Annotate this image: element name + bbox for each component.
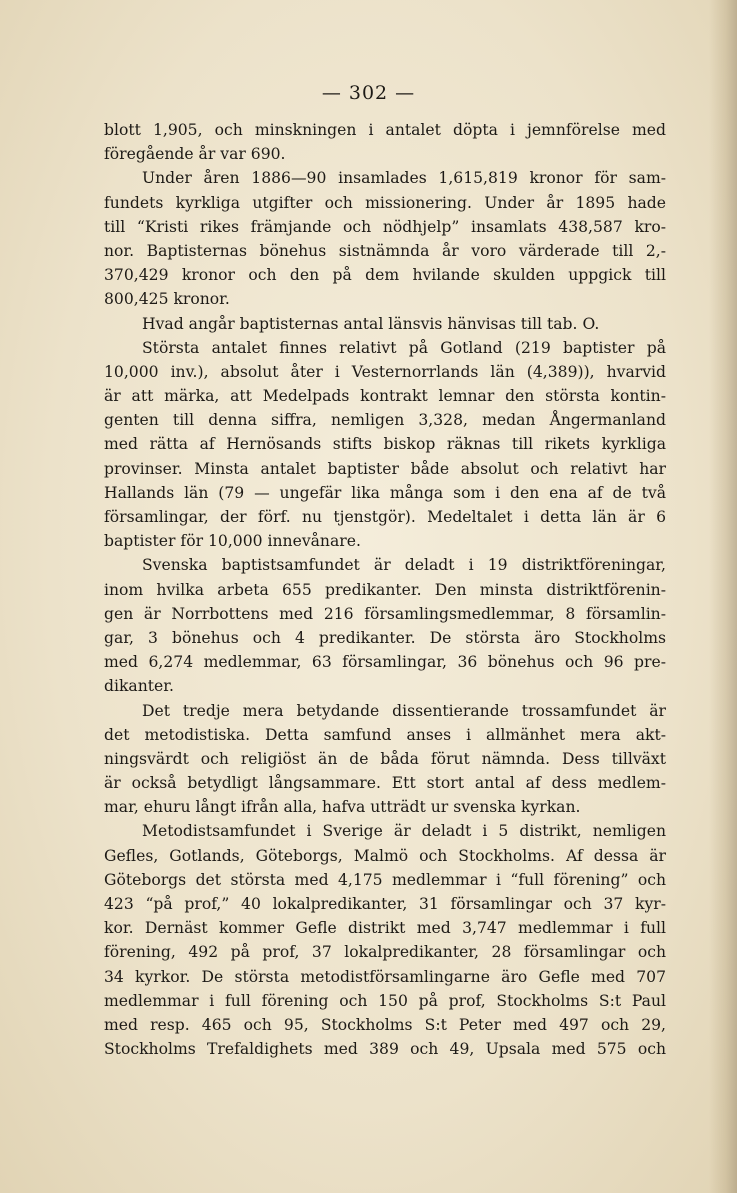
- body-text: [104, 118, 666, 1061]
- text-line: 370,429 kronor och den på dem hvilande skulden uppgick till: [104, 266, 666, 285]
- text-line: inom hvilka arbeta 655 predikanter. Den minsta distriktförenin-: [104, 580, 666, 599]
- text-line: Gefles, Gotlands, Göteborgs, Malmö och Stockholms. Af dessa är: [104, 846, 666, 865]
- text-line: förening, 492 på prof, 37 lokalpredikanter, 28 församlingar och: [104, 943, 666, 962]
- text-line: kor. Dernäst kommer Gefle distrikt med 3,747 medlemmar i full: [104, 919, 666, 938]
- text-line: mar, ehuru långt ifrån alla, hafva utträdt ur svenska kyrkan.: [104, 798, 581, 817]
- text-line: det metodistiska. Detta samfund anses i allmänhet mera akt-: [104, 725, 666, 744]
- text-line: 423 “på prof,” 40 lokalpredikanter, 31 församlingar och 37 kyr-: [104, 895, 666, 913]
- text-line: 10,000 inv.), absolut åter i Vesternorrlands län (4,389)), hvarvid: [104, 362, 666, 381]
- text-line: gen är Norrbottens med 216 församlingsmedlemmar, 8 församlin-: [104, 604, 666, 623]
- text-line: 34 kyrkor. De största metodistförsamlingarne äro Gefle med 707: [104, 967, 666, 986]
- text-line: föregående år var 690.: [104, 145, 286, 164]
- text-line: Det tredje mera betydande dissentierande trossamfundet är: [142, 701, 666, 720]
- text-line: fundets kyrkliga utgifter och missionering. Under år 1895 hade: [104, 193, 666, 212]
- text-line: Svenska baptistsamfundet är deladt i 19 distriktföreningar,: [142, 556, 666, 575]
- text-line: dikanter.: [104, 677, 174, 696]
- page-number: — 302 —: [321, 82, 416, 104]
- text-line: gar, 3 bönehus och 4 predikanter. De största äro Stockholms: [104, 628, 666, 647]
- text-line: till “Kristi rikes främjande och nödhjelp” insamlats 438,587 kro-: [104, 217, 666, 236]
- text-line: med rätta af Hernösands stifts biskop räknas till rikets kyrkliga: [104, 435, 666, 454]
- text-line: Under åren 1886—90 insamlades 1,615,819 kronor för sam-: [142, 169, 666, 188]
- page-edge-shadow: [709, 0, 737, 1193]
- text-line: Hallands län (79 — ungefär lika många som i den ena af de två: [104, 483, 666, 502]
- text-line: medlemmar i full förening och 150 på prof, Stockholms S:t Paul: [104, 991, 666, 1010]
- text-line: med 6,274 medlemmar, 63 församlingar, 36 bönehus och 96 pre-: [104, 653, 666, 672]
- text-line: Stockholms Trefaldighets med 389 och 49, Upsala med 575 och: [104, 1040, 666, 1059]
- text-line: 800,425 kronor.: [104, 290, 230, 309]
- text-line: genten till denna siffra, nemligen 3,328, medan Ångermanland: [104, 411, 666, 430]
- text-line: baptister för 10,000 innevånare.: [104, 532, 361, 551]
- text-line: blott 1,905, och minskningen i antalet döpta i jemnförelse med: [104, 121, 666, 139]
- text-line: Hvad angår baptisternas antal länsvis hänvisas till tab. O.: [142, 314, 600, 333]
- text-line: är också betydligt långsammare. Ett stort antal af dess medlem-: [104, 774, 666, 793]
- text-line: med resp. 465 och 95, Stockholms S:t Peter med 497 och 29,: [104, 1015, 666, 1034]
- text-line: nor. Baptisternas bönehus sistnämnda år voro värderade till 2,-: [104, 241, 666, 260]
- text-line: Göteborgs det största med 4,175 medlemmar i “full förening” och: [104, 870, 666, 889]
- text-line: är att märka, att Medelpads kontrakt lemnar den största kontin-: [104, 387, 666, 406]
- text-line: Metodistsamfundet i Sverige är deladt i 5 distrikt, nemligen: [142, 822, 666, 841]
- text-line: provinser. Minsta antalet baptister både absolut och relativt har: [104, 459, 666, 478]
- text-line: församlingar, der förf. nu tjenstgör). Medeltalet i detta län är 6: [104, 508, 666, 526]
- text-line: ningsvärdt och religiöst än de båda förut nämnda. Dess tillväxt: [104, 749, 666, 768]
- text-line: Största antalet finnes relativt på Gotland (219 baptister på: [142, 338, 666, 357]
